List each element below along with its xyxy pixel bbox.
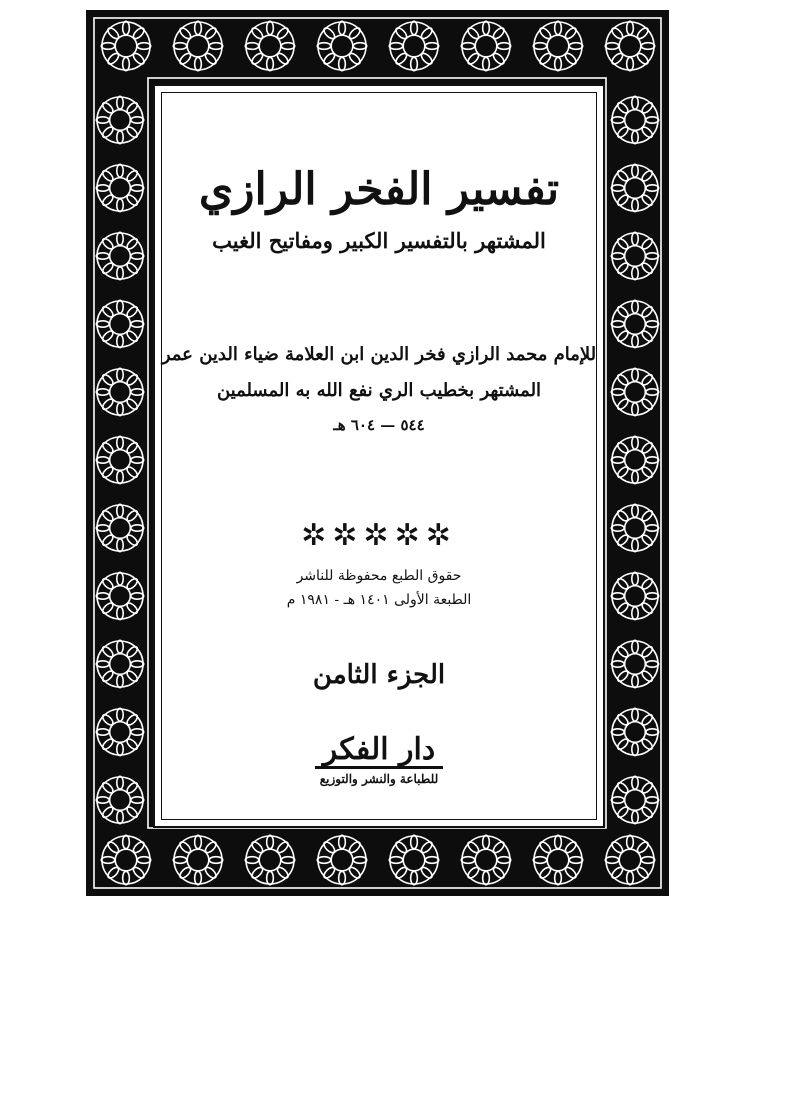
- border-rosette: [611, 164, 658, 211]
- volume-label: الجزء الثامن: [312, 660, 446, 690]
- border-rosette: [101, 21, 150, 70]
- border-rosette: [611, 232, 658, 279]
- border-rosette: [389, 21, 438, 70]
- border-rosette: [96, 572, 143, 619]
- border-rosette: [96, 708, 143, 755]
- publisher-name: دار الفكر: [315, 734, 443, 769]
- border-rosette: [245, 835, 294, 884]
- border-rosette: [611, 708, 658, 755]
- ornamental-border-frame: [86, 10, 669, 896]
- border-rosette: [173, 835, 222, 884]
- border-rosette: [611, 572, 658, 619]
- border-rosette: [317, 835, 366, 884]
- edition-line: الطبعة الأولى ١٤٠١ هـ - ١٩٨١ م: [286, 592, 472, 608]
- border-rosette: [173, 21, 222, 70]
- border-rosette: [96, 776, 143, 823]
- author-dates: ٥٤٤ — ٦٠٤ هـ: [333, 416, 425, 434]
- book-subtitle: المشتهر بالتفسير الكبير ومفاتيح الغيب: [212, 228, 546, 253]
- border-rosette: [611, 368, 658, 415]
- border-rosette: [389, 835, 438, 884]
- border-rosette: [461, 835, 510, 884]
- border-rosette: [96, 96, 143, 143]
- publisher-tagline: للطباعة والنشر والتوزيع: [319, 772, 439, 786]
- border-rosette: [611, 436, 658, 483]
- border-rosette: [605, 21, 654, 70]
- border-rosette: [611, 300, 658, 347]
- border-rosette: [96, 164, 143, 211]
- border-rosette: [533, 21, 582, 70]
- border-rosette: [461, 21, 510, 70]
- cover-panel: [153, 84, 605, 828]
- author-line-2: المشتهر بخطيب الري نفع الله به المسلمين: [216, 380, 542, 401]
- border-rosette: [96, 300, 143, 347]
- border-rosette: [96, 504, 143, 551]
- border-rosette: [96, 436, 143, 483]
- author-line-1: للإمام محمد الرازي فخر الدين ابن العلامة ضياء الدين عمر: [161, 344, 597, 365]
- star-separator: ✲✲✲✲✲: [301, 518, 457, 553]
- border-rosette: [611, 96, 658, 143]
- border-rosette: [96, 232, 143, 279]
- border-rosette: [317, 21, 366, 70]
- border-rosette: [245, 21, 294, 70]
- border-rosette: [96, 640, 143, 687]
- border-rosette: [96, 368, 143, 415]
- border-rosette: [611, 776, 658, 823]
- publisher-logo: [155, 734, 603, 769]
- book-title: تفسير الفخر الرازي: [198, 164, 560, 215]
- border-rosette: [101, 835, 150, 884]
- border-rosette: [533, 835, 582, 884]
- border-rosette: [611, 504, 658, 551]
- border-rosette: [611, 640, 658, 687]
- border-rosette: [605, 835, 654, 884]
- copyright-notice: حقوق الطبع محفوظة للناشر: [296, 568, 462, 584]
